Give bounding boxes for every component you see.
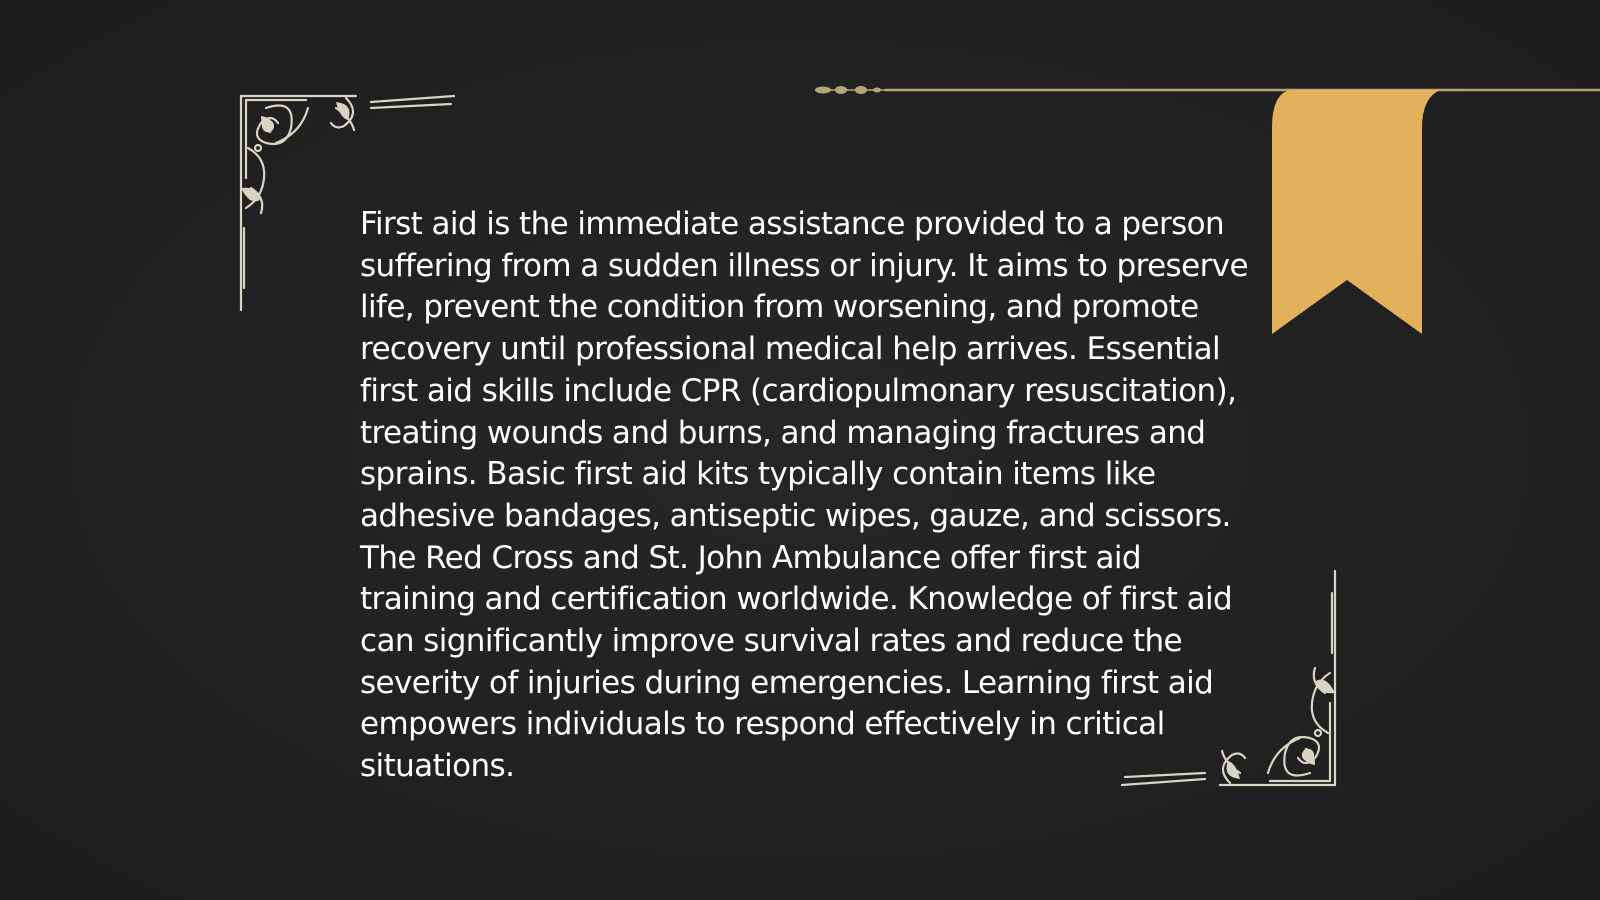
bookmark-ribbon-icon	[1270, 88, 1440, 334]
ornamental-rule-icon	[815, 80, 1600, 100]
slide-body-text: First aid is the immediate assistance provided to a person suffering from a sudden illness or injury. It aims to preserve life, prevent the condition from worsening, and promote recovery until professional medical help arrives. Essential first aid skills include CPR (cardiopulmonary resuscitation), treating wounds and burns, and managing fractures and sprains. Basic first aid kits typically contain items like adhesive bandages, antiseptic wipes, gauze, and scissors. The Red Cross and St. John Ambulance offer first aid training and certification worldwide. Knowledge of first aid can significantly improve survival rates and reduce the severity of injuries during emergencies. Learning first aid empowers individuals to respond effectively in critical situations.	[360, 206, 1248, 785]
